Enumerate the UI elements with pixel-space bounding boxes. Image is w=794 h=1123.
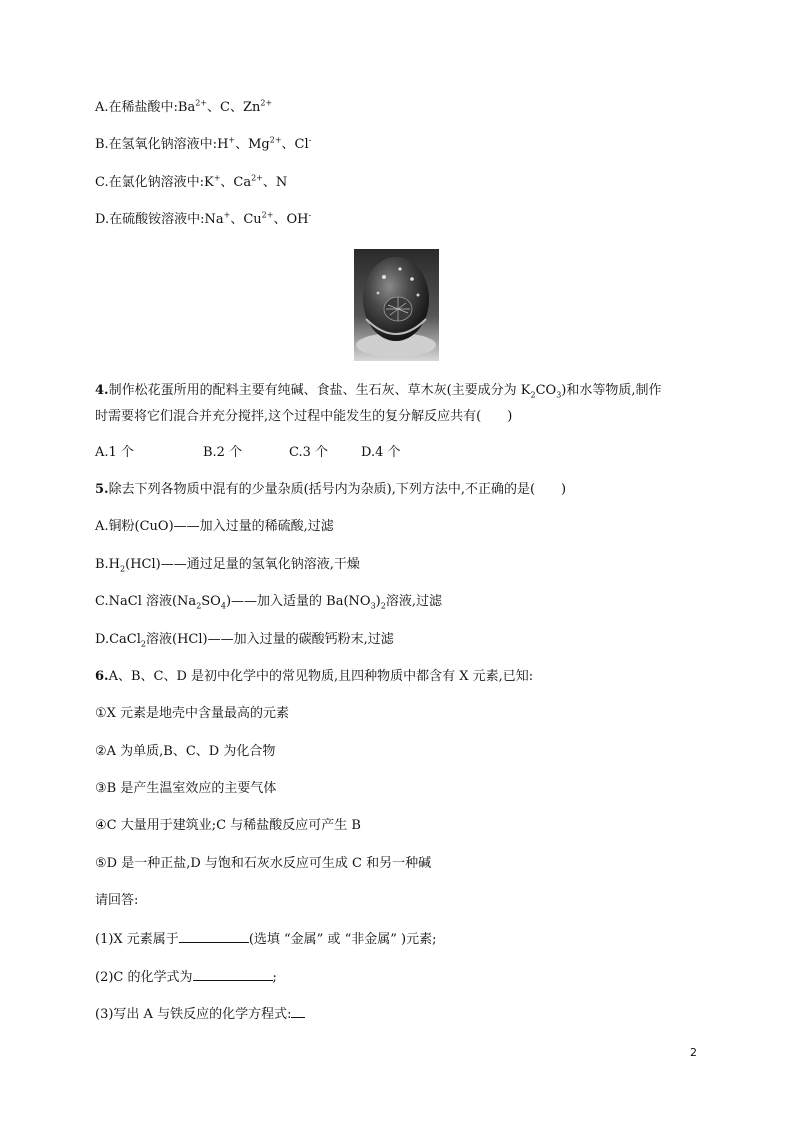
- q6-sub2: (2)C 的化学式为 ;: [95, 967, 277, 987]
- q3-option-c: C.在氯化钠溶液中:K+、$Ca^{2+}$、N: [95, 173, 288, 190]
- q6-sub3: (3)写出 A 与铁反应的化学方程式:: [95, 1004, 305, 1024]
- q3-option-a: A.在稀盐酸中$:Ba^{2+}$、C、$Zn^{2+}$: [95, 98, 273, 115]
- q5-option-a: A.铜粉(CuO)——加入过量的稀硫酸,过滤: [95, 519, 334, 534]
- answer-blank-1[interactable]: [179, 929, 249, 943]
- q6-stem: 6.A、B、C、D 是初中化学中的常见物质,且四种物质中都含有 X 元素,已知:: [95, 669, 534, 684]
- q6-fact-2: ②A 为单质,B、C、D 为化合物: [95, 744, 276, 759]
- q4-option-a: A.1 个: [95, 445, 134, 460]
- q4-stem-line1: 4.制作松花蛋所用的配料主要有纯碱、食盐、生石灰、草木灰(主要成分为 $K_2CO_3$)和水等物质,制作: [95, 383, 662, 400]
- q4-option-c: C.3 个: [289, 445, 329, 460]
- preserved-egg-photo: [354, 249, 439, 361]
- q4-option-d: D.4 个: [361, 445, 401, 460]
- q5-stem: 5.除去下列各物质中混有的少量杂质(括号内为杂质),下列方法中,不正确的是( ): [95, 482, 567, 497]
- q3-option-b: B.在氢氧化钠溶液中:H+、$Mg^{2+}$、Cl-: [95, 135, 312, 152]
- q6-fact-5: ⑤D 是一种正盐,D 与饱和石灰水反应可生成 C 和另一种碱: [95, 856, 432, 871]
- q4-stem-line2: 时需要将它们混合并充分搅拌,这个过程中能发生的复分解反应共有( ): [95, 409, 513, 424]
- q6-prompt: 请回答:: [95, 893, 139, 908]
- answer-blank-2[interactable]: [193, 967, 273, 981]
- page-number: 2: [690, 1046, 697, 1059]
- q5-option-b: $B.H_2(HCl)——$通过足量的氢氧化钠溶液,干燥: [95, 557, 360, 574]
- q6-fact-1: ①X 元素是地壳中含量最高的元素: [95, 706, 290, 721]
- q6-fact-4: ④C 大量用于建筑业;C 与稀盐酸反应可产生 B: [95, 818, 361, 833]
- q4-option-b: B.2 个: [203, 445, 243, 460]
- q6-fact-3: ③B 是产生温室效应的主要气体: [95, 781, 277, 796]
- q5-option-d: D.CaCl$_2$溶液(HCl)——加入过量的碳酸钙粉末,过滤: [95, 632, 394, 649]
- q5-option-c: C.NaCl 溶液$(Na_2SO_4)——$加入适量的 $Ba(NO_3)_2$溶液,过滤: [95, 594, 442, 611]
- q6-sub1: (1)X 元素属于 (选填 “金属” 或 “非金属” )元素;: [95, 929, 436, 949]
- answer-blank-3[interactable]: [291, 1004, 305, 1018]
- q3-option-d: D.在硫酸铵溶液中:Na+、$Cu^{2+}$、OH-: [95, 210, 312, 227]
